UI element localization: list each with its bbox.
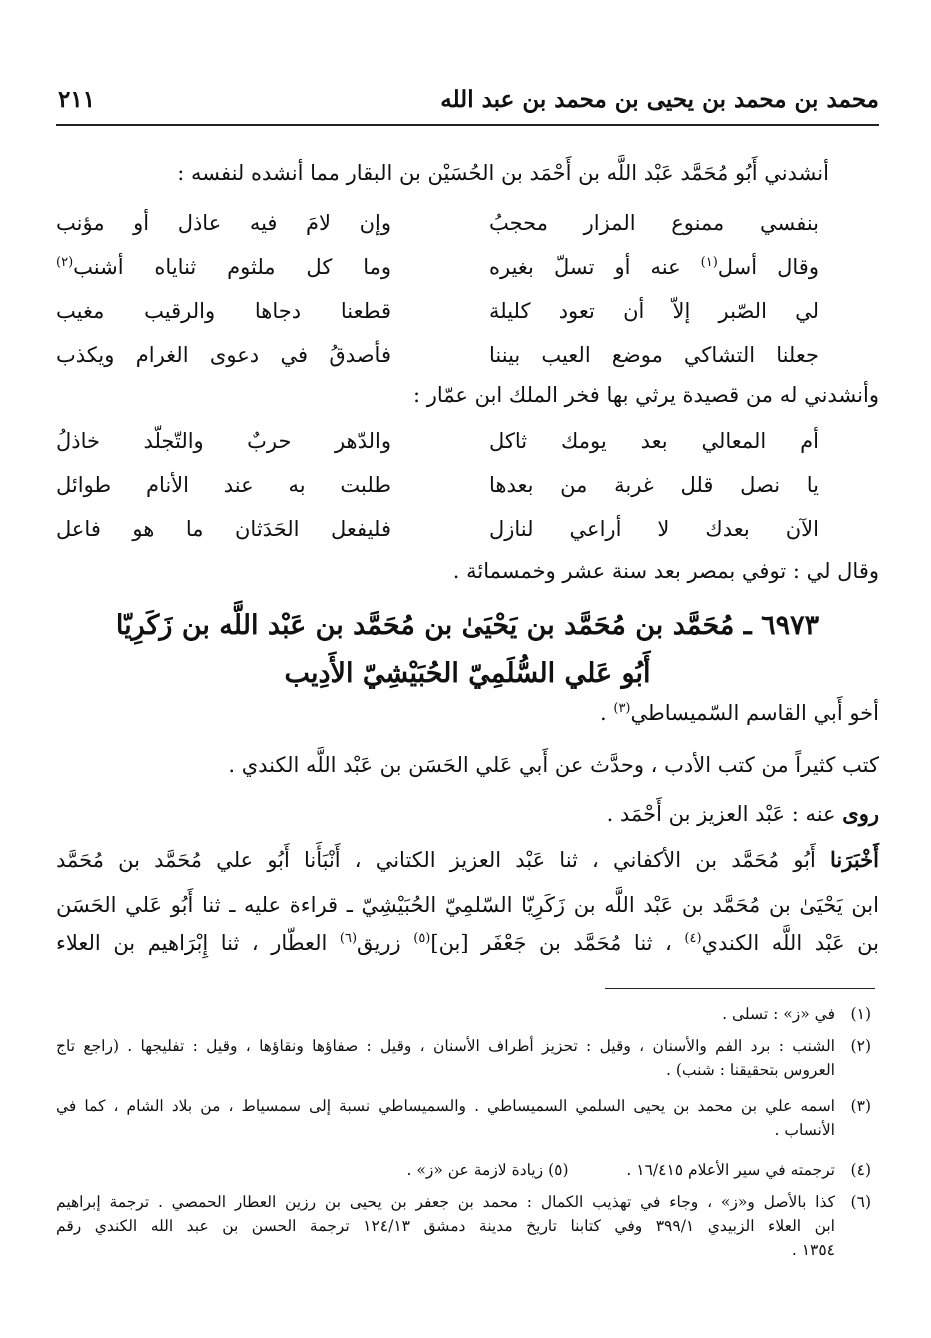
elegy-verse-2-first-hemistich: يا نصل قلل غربة من بعدها <box>489 473 819 497</box>
elegy-verse-3-second-hemistich: فليفعل الحَدَثان ما هو فاعل <box>56 517 391 541</box>
akhbarana-label: أَخْبَرَنا <box>830 847 879 872</box>
footnote-3 <box>56 1094 879 1150</box>
footnote-2 <box>56 1034 879 1090</box>
footnote-ref-1: (١) <box>700 255 718 270</box>
page-number: ٢١١ <box>58 86 96 113</box>
rawa-line: روى عنه : عَبْد العزيز بن أَحْمَد . <box>606 801 879 826</box>
footnote-ref-2: (٢) <box>56 255 74 270</box>
verse-4-second-hemistich: فأصدقُ في دعوى الغرام ويكذب <box>56 343 391 367</box>
footnote-4-number: (٤) <box>850 1161 871 1179</box>
footnote-ref-4: (٤) <box>684 931 702 946</box>
footnote-6-number: (٦) <box>850 1193 871 1211</box>
verse-2-second-hemistich: وما كل ملثوم ثناياه أشنب$^{(٢)}$ <box>56 255 391 279</box>
footnote-1 <box>56 1002 879 1030</box>
elegy-verse-1-second-hemistich: والدّهر حربٌ والتّجلّد خاذلُ <box>56 429 391 453</box>
verse-2-first-hemistich: وقال أسل$^{(١)}$ عنه أو تسلّ بغيره <box>489 255 819 279</box>
footnote-1-number: (١) <box>850 1005 871 1023</box>
verse-3-second-hemistich: قطعنا دجاها والرقيب مغيب <box>56 299 391 323</box>
rawa-label: روى <box>842 801 879 826</box>
verse-3-first-hemistich: لي الصّبر إلاّ أن تعود كليلة <box>489 299 819 323</box>
footnote-2-line-1: الشنب : برد الفم والأسنان ، وقيل : تحزيز أطراف الأسنان ، وقيل : صفاؤها ونقاؤها ، وقيل : تفليجها . (راجع تاج <box>56 1037 835 1055</box>
footnote-1-text: في «ز» : تسلى . <box>722 1005 835 1023</box>
isnad-line-3: بن عَبْد اللَّه الكندي$^{(٤)}$ ، ثنا مُحَمَّد بن جَعْفَر [بن]$^{(٥)}$ زريق$^{(٦)}$ العطّار ، ثنا إِبْرَاهيم بن العلاء <box>56 931 879 955</box>
verse-3 <box>56 298 819 330</box>
isnad-line-1: أَخْبَرَنا أَبُو مُحَمَّد بن الأكفاني ، ثنا عَبْد العزيز الكتاني ، أَنْبَأَنا أَبُو علي مُحَمَّد بن مُحَمَّد <box>56 847 879 872</box>
death-note: وقال لي : توفي بمصر بعد سنة عشر وخمسمائة . <box>452 559 879 583</box>
footnote-separator <box>605 988 875 989</box>
footnote-4-text: ترجمته في سير الأعلام ١٦/٤١٥ . <box>626 1161 835 1179</box>
footnote-3-line-2: الأنساب . <box>774 1121 835 1140</box>
elegy-verse-2-second-hemistich: طلبت به عند الأنام طوائل <box>56 473 391 497</box>
footnote-6-line-2: ابن العلاء الزبيدي ٣٩٩/١ وفي كتابنا تاريخ مدينة دمشق ١٢٤/١٣ ترجمة الحسن بن عبد الله الكندي رقم <box>56 1217 835 1236</box>
verse-2 <box>56 254 819 286</box>
footnote-ref-6: (٦) <box>339 931 358 946</box>
footnote-5-number: (٥) <box>548 1161 569 1179</box>
verse-1-second-hemistich: وإن لامَ فيه عاذل أو مؤنب <box>56 211 391 235</box>
verse-4 <box>56 342 819 374</box>
isnad-line-2: ابن يَحْيَىٰ بن مُحَمَّد بن عَبْد اللَّه بن زَكَرِيّا السّلمِيّ الحُبَيْشِيّ ـ قراءة عليه ـ ثنا أَبُو عَلي الحَسَن <box>56 893 879 917</box>
elegy-verse-1 <box>56 428 819 460</box>
verse-1-first-hemistich: بنفسي ممنوع المزار محجبُ <box>489 211 819 235</box>
footnotes-4-5 <box>56 1158 879 1186</box>
footnote-ref-3: (٣) <box>613 701 631 716</box>
intro-line-1: أنشدني أَبُو مُحَمَّد عَبْد اللَّه بن أَحْمَد بن الحُسَيْن بن البقار مما أنشده لنفسه : <box>177 161 829 185</box>
elegy-verse-1-first-hemistich: أم المعالي بعد يومك ثاكل <box>489 429 819 453</box>
intro-line-2: وأنشدني له من قصيدة يرثي بها فخر الملك ابن عمّار : <box>412 383 879 407</box>
wrote-line: كتب كثيراً من كتب الأدب ، وحدَّث عن أَبي عَلي الحَسَن بن عَبْد اللَّه الكندي . <box>228 753 879 777</box>
footnote-2-number: (٢) <box>850 1037 871 1055</box>
elegy-verse-2 <box>56 472 819 504</box>
running-title: محمد بن محمد بن يحيى بن محمد بن عبد الله <box>440 86 879 113</box>
footnote-6-line-1: كذا بالأصل و«ز» ، وجاء في تهذيب الكمال : محمد بن جعفر بن يحيى بن رزين العطار الحمصي . ترجمة إبراهيم <box>56 1193 835 1211</box>
elegy-verse-3 <box>56 516 819 548</box>
footnote-2-line-2: العروس بتحقيقنا : شنب) . <box>665 1061 835 1080</box>
entry-heading-line-2: أَبُو عَلي السُّلَمِيّ الحُبَيْشِيّ الأَدِيب <box>284 658 651 689</box>
verse-1 <box>56 210 819 242</box>
verse-4-first-hemistich: جعلنا التشاكي موضع العيب بيننا <box>489 343 819 367</box>
footnote-6 <box>56 1190 879 1280</box>
running-header <box>56 84 879 126</box>
footnote-3-number: (٣) <box>850 1097 871 1115</box>
brother-line: أخو أَبي القاسم السّميساطي$^{(٣)}$ . <box>600 701 879 725</box>
footnote-6-line-3: ١٣٥٤ . <box>791 1241 835 1260</box>
elegy-verse-3-first-hemistich: الآن بعدك لا أراعي لنازل <box>489 517 819 541</box>
footnote-ref-5: (٥) <box>413 931 431 946</box>
footnote-3-line-1: اسمه علي بن محمد بن يحيى السلمي السميساطي . والسميساطي نسبة إلى سمسياط ، من بلاد الشام ، كما في <box>56 1097 835 1115</box>
footnote-5-text: زيادة لازمة عن «ز» . <box>406 1161 544 1179</box>
entry-heading-line-1: ٦٩٧٣ ـ مُحَمَّد بن مُحَمَّد بن يَحْيَىٰ بن مُحَمَّد بن عَبْد اللَّه بن زَكَرِيّا <box>115 610 820 641</box>
